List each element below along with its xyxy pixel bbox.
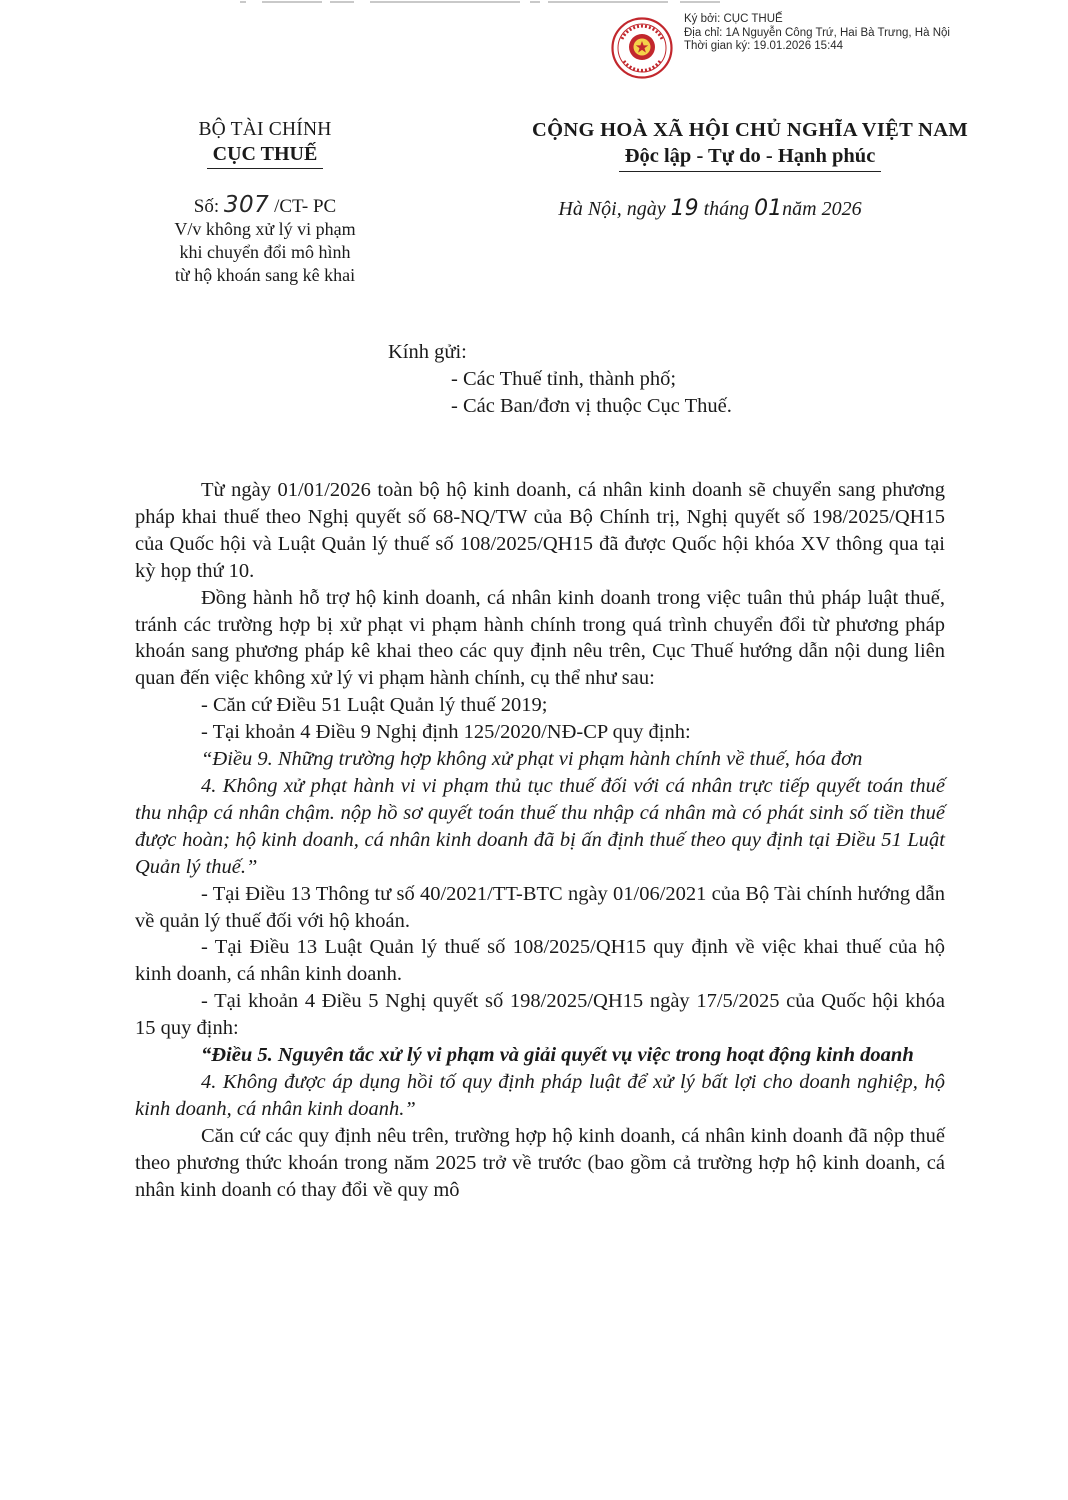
recipient-list xyxy=(451,366,732,420)
date-year: năm 2026 xyxy=(782,198,862,220)
signed-time: Thời gian ký: 19.01.2026 15:44 xyxy=(684,40,844,52)
signed-by: Ký bởi: CỤC THUẾ xyxy=(684,13,783,25)
body-paragraph: Căn cứ các quy định nêu trên, trường hợp hộ kinh doanh, cá nhân kinh doanh đã nộp thuế theo phương thức khoán trong năm 2025 trở về trước (bao gồm cả trường hợp hộ kinh doanh, cá nhân kinh doanh có thay đổi về quy mô xyxy=(135,1124,945,1201)
quoted-clause: 4. Không xử phạt hành vi vi phạm thủ tục thuế đối với cá nhân trực tiếp quyết toán thuế thu nhập cá nhân chậm. nộp hồ sơ quyết toán thuế thu nhập cá nhân mà có phát sinh số tiền thuế được hoàn; hộ kinh doanh, cá nhân kinh doanh đã bị ấn định thuế theo quy định tại Điều 51 Luật Quản lý thuế.” xyxy=(135,774,945,878)
signer-address: Địa chỉ: 1A Nguyễn Công Trứ, Hai Bà Trưng, Hà Nội xyxy=(684,26,950,39)
body-paragraph: - Tại khoản 4 Điều 5 Nghị quyết số 198/2025/QH15 ngày 17/5/2025 của Quốc hội khóa 15 quy định: xyxy=(135,990,945,1040)
body-paragraph: - Căn cứ Điều 51 Luật Quản lý thuế 2019; xyxy=(201,694,548,717)
digital-signature-info xyxy=(684,13,950,54)
subject-line: V/v không xử lý vi phạm xyxy=(174,219,356,239)
date-month-label: tháng xyxy=(703,198,750,220)
national-title-block xyxy=(455,118,1045,172)
document-body xyxy=(135,477,945,1203)
body-paragraph: - Tại Điều 13 Thông tư số 40/2021/TT-BTC ngày 01/06/2021 của Bộ Tài chính hướng dẫn về quản lý thuế đối với hộ khoán. xyxy=(135,882,945,932)
body-paragraph: - Tại khoản 4 Điều 9 Nghị định 125/2020/NĐ-CP quy định: xyxy=(201,721,691,744)
handwritten-number: 307 xyxy=(223,192,270,218)
date-month: 01 xyxy=(754,196,783,221)
issuing-agency-block xyxy=(120,118,410,169)
document-date xyxy=(455,196,965,222)
subject-line: khi chuyển đổi mô hình xyxy=(179,242,351,262)
recipient-item: - Các Ban/đơn vị thuộc Cục Thuế. xyxy=(451,395,732,417)
date-day: 19 xyxy=(670,196,699,221)
scan-edge-marks xyxy=(0,0,1068,6)
recipient-item: - Các Thuế tỉnh, thành phố; xyxy=(451,368,677,390)
number-suffix: /CT- PC xyxy=(274,196,337,217)
quoted-clause: 4. Không được áp dụng hồi tố quy định pháp luật để xử lý bất lợi cho doanh nghiệp, hộ kinh doanh, cá nhân kinh doanh.” xyxy=(135,1070,945,1120)
department-name: CỤC THUẾ xyxy=(207,142,324,169)
number-prefix: Số: xyxy=(193,196,220,217)
nation-title: CỘNG HOÀ XÃ HỘI CHỦ NGHĨA VIỆT NAM xyxy=(532,119,968,141)
body-paragraph: Đồng hành hỗ trợ hộ kinh doanh, cá nhân kinh doanh trong việc tuân thủ pháp luật thuế, tránh các trường hợp bị xử phạt vi phạm hành chính trong quá trình chuyển đổi từ phương pháp khoán sang phương pháp kê khai theo các quy định nêu trên, Cục Thuế hướng dẫn nội dung liên quan đến việc không xử lý vi phạm hành chính, cụ thể như sau: xyxy=(135,586,945,690)
date-place: Hà Nội, ngày xyxy=(558,198,666,220)
document-subject xyxy=(120,218,410,287)
quoted-article-title: “Điều 5. Nguyên tắc xử lý vi phạm và giải quyết vụ việc trong hoạt động kinh doanh xyxy=(201,1044,914,1067)
body-paragraph: - Tại Điều 13 Luật Quản lý thuế số 108/2025/QH15 quy định về việc khai thuế của hộ kinh doanh, cá nhân kinh doanh. xyxy=(135,936,945,986)
agency-name: BỘ TÀI CHÍNH xyxy=(198,119,332,140)
salutation: Kính gửi: xyxy=(388,341,467,363)
quoted-article-title: “Điều 9. Những trường hợp không xử phạt vi phạm hành chính về thuế, hóa đơn xyxy=(201,748,863,771)
national-motto: Độc lập - Tự do - Hạnh phúc xyxy=(619,143,882,172)
official-seal-icon xyxy=(611,17,673,79)
document-number xyxy=(120,193,410,219)
subject-line: từ hộ khoán sang kê khai xyxy=(174,265,356,285)
body-paragraph: Từ ngày 01/01/2026 toàn bộ hộ kinh doanh, cá nhân kinh doanh sẽ chuyển sang phương pháp khai thuế theo Nghị quyết số 68-NQ/TW của Bộ Chính trị, Nghị quyết số 198/2025/QH15 của Quốc hội và Luật Quản lý thuế số 108/2025/QH15 đã được Quốc hội khóa XV thông qua tại kỳ họp thứ 10. xyxy=(135,479,945,582)
